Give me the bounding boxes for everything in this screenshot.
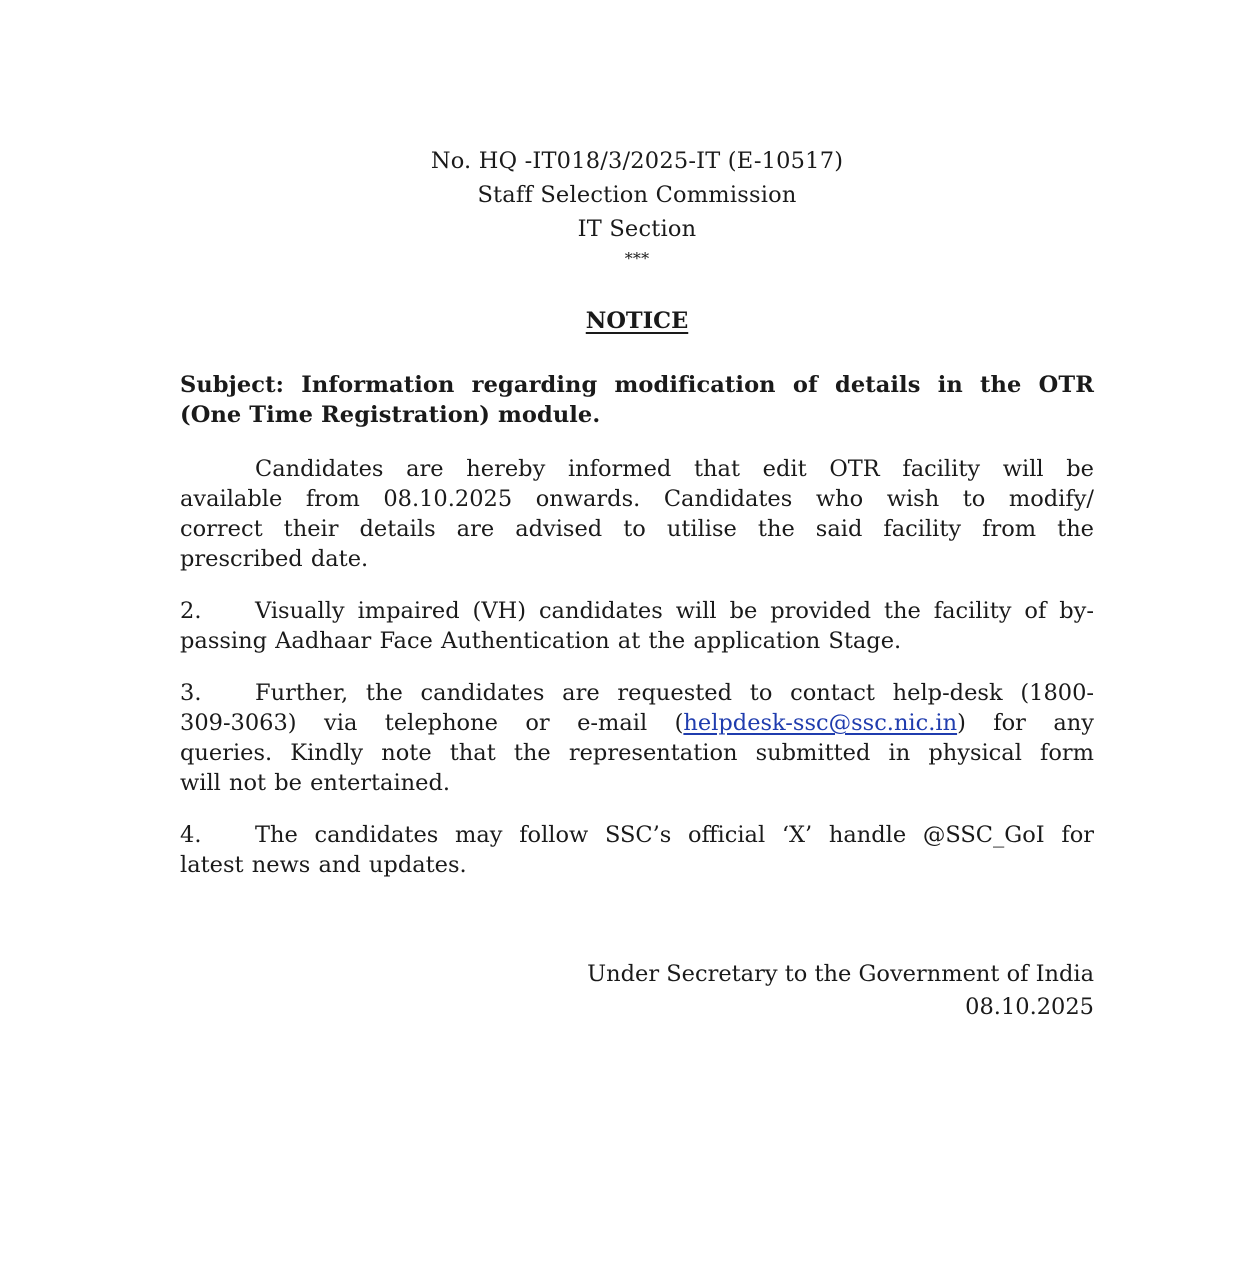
helpdesk-email-link[interactable]: helpdesk-ssc@ssc.nic.in [683,710,958,736]
paragraph-3-line-2-post: ) for any [957,710,1094,736]
paragraph-1 [180,454,1094,574]
notice-title: NOTICE [585,308,689,334]
paragraph-1-line-1: Candidates are hereby informed that edit OTR facility will be [255,456,1094,482]
paragraph-2-line-1-text: Visually impaired (VH) candidates will be provided the facility of by- [255,598,1094,624]
separator-stars: *** [624,249,650,268]
paragraph-2 [180,596,1094,656]
reference-number: No. HQ -IT018/3/2025-IT (E-10517) [430,148,844,174]
notice-content [180,144,1094,880]
subject-line-1: Subject: Information regarding modification of details in the OTR [180,372,1094,398]
paragraph-3-line-1-text: Further, the candidates are requested to contact help-desk (1800- [255,680,1094,706]
paragraph-3-number: 3. [180,680,202,706]
paragraph-3-line-3: queries. Kindly note that the representation submitted in physical form [180,740,1094,766]
paragraph-4-line-1-text: The candidates may follow SSC’s official ‘X’ handle @SSC_GoI for [255,822,1094,848]
paragraph-3-line-1 [180,678,1094,708]
subject-line-2: (One Time Registration) module. [180,402,601,428]
section-name: IT Section [577,216,697,242]
paragraph-2-line-2: passing Aadhaar Face Authentication at the application Stage. [180,628,902,654]
signature-block [587,958,1094,1024]
paragraph-3-line-4: will not be entertained. [180,770,451,796]
subject-line [180,370,1094,430]
paragraph-2-number: 2. [180,598,202,624]
signatory-designation: Under Secretary to the Government of India [587,961,1094,987]
paragraph-1-line-3: correct their details are advised to utilise the said facility from the [180,516,1094,542]
paragraph-2-line-1 [180,596,1094,626]
signature-date: 08.10.2025 [965,994,1094,1020]
paragraph-1-line-4: prescribed date. [180,546,369,572]
organization-name: Staff Selection Commission [477,182,797,208]
paragraph-4-line-2: latest news and updates. [180,852,467,878]
paragraph-1-line-2: available from 08.10.2025 onwards. Candidates who wish to modify/ [180,486,1094,512]
paragraph-4-line-1 [180,820,1094,850]
paragraph-3-line-2 [180,708,1094,738]
notice-header [180,144,1094,270]
paragraph-3-line-2-pre: 309-3063) via telephone or e-mail ( [180,710,684,736]
paragraph-4 [180,820,1094,880]
paragraph-4-number: 4. [180,822,202,848]
paragraph-3 [180,678,1094,798]
